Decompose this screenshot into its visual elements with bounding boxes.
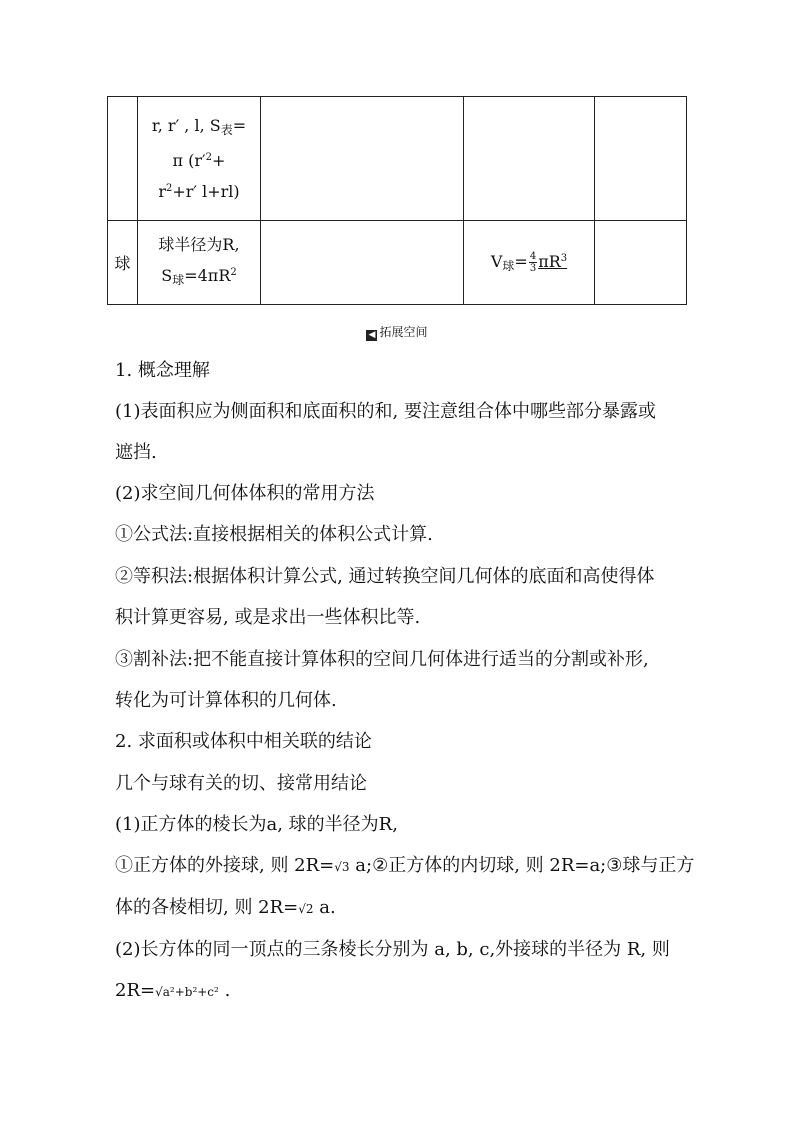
subscript: 球 <box>172 273 185 287</box>
text-run: 2R= <box>115 980 156 1001</box>
formula-text: = <box>514 252 528 271</box>
paragraph: ①公式法:直接根据相关的体积公式计算. <box>115 524 433 545</box>
row-label: 球 <box>114 254 131 273</box>
formula-table <box>107 96 687 305</box>
paragraph: 几个与球有关的切、接常用结论 <box>115 773 367 794</box>
table-cell <box>595 97 687 221</box>
formula-text: r <box>158 181 166 201</box>
text-run: . <box>218 980 231 1001</box>
formula-text: r, r′ , l, S <box>151 115 221 135</box>
formula-text: + <box>212 150 226 170</box>
paragraph: 1. 概念理解 <box>115 360 210 381</box>
table-cell <box>261 97 464 221</box>
superscript: 2 <box>230 267 237 278</box>
sphere-volume-cell <box>464 221 595 305</box>
paragraph: (1)表面积应为侧面积和底面积的和, 要注意组合体中哪些部分暴露或 <box>115 401 656 422</box>
sqrt-expression: √2 <box>298 902 314 916</box>
paragraph: ③割补法:把不能直接计算体积的空间几何体进行适当的分割或补形, <box>115 649 649 670</box>
superscript: 3 <box>560 253 568 264</box>
text-run: 体的各棱相切, 则 2R= <box>115 897 299 918</box>
formula-text: =4πR <box>184 266 231 285</box>
section-tag-label: 拓展空间 <box>379 325 428 339</box>
text-run: ①正方体的外接球, 则 2R= <box>115 855 335 876</box>
cone-frustum-formula-cell <box>138 97 261 221</box>
table-row <box>108 221 687 305</box>
paragraph: 积计算更容易, 或是求出一些体积比等. <box>115 607 421 628</box>
table-cell <box>464 97 595 221</box>
fraction-numerator: 4 <box>529 251 537 262</box>
table-cell <box>108 97 138 221</box>
sqrt-expression: √a²+b²+c² <box>155 985 219 999</box>
formula-text: +r′ l+rl) <box>172 181 240 201</box>
formula-text: π (r′ <box>172 150 206 170</box>
formula-text: S <box>161 266 173 285</box>
paragraph: 转化为可计算体积的几何体. <box>115 690 337 711</box>
formula-text: = <box>232 115 247 135</box>
table-row <box>108 97 687 221</box>
paragraph: 遮挡. <box>115 442 157 463</box>
speaker-icon: ◀ <box>366 330 377 341</box>
formula-text: 球半径为R, <box>158 235 240 254</box>
superscript: 2 <box>165 182 173 194</box>
subscript: 球 <box>502 259 515 273</box>
sqrt-expression: √3 <box>334 860 350 874</box>
text-run: a;②正方体的内切球, 则 2R=a;③球与正方 <box>349 855 695 876</box>
sphere-surface-cell <box>138 221 261 305</box>
paragraph <box>115 853 695 880</box>
fraction-denominator: 3 <box>529 263 537 274</box>
formula-text: πR <box>538 252 561 271</box>
text-run: a. <box>313 897 336 918</box>
paragraph <box>115 895 695 922</box>
paragraph <box>115 978 695 1005</box>
section-tag <box>0 323 794 341</box>
formula-text: V <box>490 252 503 271</box>
paragraph: 2. 求面积或体积中相关联的结论 <box>115 731 372 752</box>
subscript: 表 <box>220 122 233 137</box>
paragraph: (1)正方体的棱长为a, 球的半径为R, <box>115 814 398 835</box>
superscript: 2 <box>205 151 213 163</box>
table-cell <box>595 221 687 305</box>
table-cell <box>261 221 464 305</box>
paragraph: (2)长方体的同一顶点的三条棱长分别为 a, b, c,外接球的半径为 R, 则 <box>115 939 670 960</box>
sphere-label-cell <box>108 221 138 305</box>
fraction <box>529 251 537 274</box>
paragraph: ②等积法:根据体积计算公式, 通过转换空间几何体的底面和高使得体 <box>115 566 655 587</box>
paragraph: (2)求空间几何体体积的常用方法 <box>115 483 375 504</box>
